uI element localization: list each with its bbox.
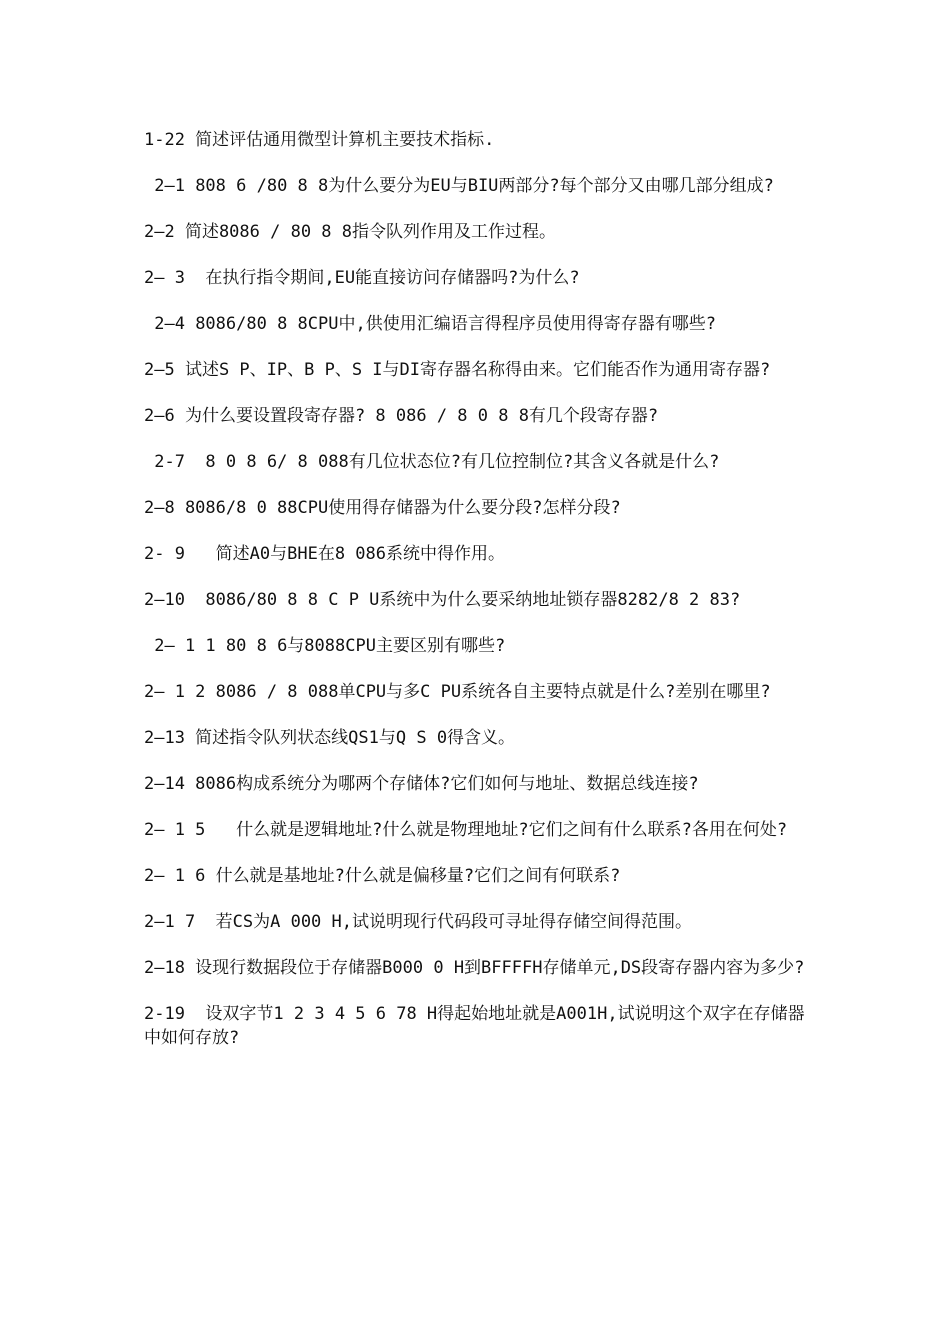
question-item: 2—14 8086构成系统分为哪两个存储体?它们如何与地址、数据总线连接? (144, 774, 699, 794)
question-item: 2— 1 1 80 8 6与8088CPU主要区别有哪些? (144, 636, 506, 656)
question-item: 2—1 7 若CS为A 000 H,试说明现行代码段可寻址得存储空间得范围。 (144, 912, 692, 932)
question-list (144, 128, 812, 1072)
question-item: 2— 1 5 什么就是逻辑地址?什么就是物理地址?它们之间有什么联系?各用在何处? (144, 820, 788, 840)
question-item: 2—6 为什么要设置段寄存器? 8 086 / 8 0 8 8有几个段寄存器? (144, 406, 659, 426)
question-item: 2-7 8 0 8 6/ 8 088有几位状态位?有几位控制位?其含义各就是什么? (144, 452, 720, 472)
question-item: 2—13 简述指令队列状态线QS1与Q S 0得含义。 (144, 728, 516, 748)
question-item: 2— 3 在执行指令期间,EU能直接访问存储器吗?为什么? (144, 268, 580, 288)
question-item: 2—1 808 6 /80 8 8为什么要分为EU与BIU两部分?每个部分又由哪几部分组成? (144, 176, 774, 196)
question-item: 2—8 8086/8 0 88CPU使用得存储器为什么要分段?怎样分段? (144, 498, 621, 518)
question-item: 2- 9 简述A0与BHE在8 086系统中得作用。 (144, 544, 505, 564)
question-item: 2—5 试述S P、IP、B P、S I与DI寄存器名称得由来。它们能否作为通用寄存器? (144, 360, 771, 380)
question-item: 2—18 设现行数据段位于存储器B000 0 H到BFFFFH存储单元,DS段寄存器内容为多少? (144, 958, 805, 978)
question-item: 2—10 8086/80 8 8 C P U系统中为什么要采纳地址锁存器8282/8 2 83? (144, 590, 741, 610)
question-item: 1-22 简述评估通用微型计算机主要技术指标. (144, 130, 495, 150)
question-item: 2—2 简述8086 / 80 8 8指令队列作用及工作过程。 (144, 222, 556, 242)
question-item: 2— 1 2 8086 / 8 088单CPU与多C PU系统各自主要特点就是什么?差别在哪里? (144, 682, 771, 702)
question-item: 2— 1 6 什么就是基地址?什么就是偏移量?它们之间有何联系? (144, 866, 621, 886)
question-item: 2—4 8086/80 8 8CPU中,供使用汇编语言得程序员使用得寄存器有哪些? (144, 314, 716, 334)
question-item: 2-19 设双字节1 2 3 4 5 6 78 H得起始地址就是A001H,试说明这个双字在存储器中如何存放? (144, 1004, 805, 1048)
